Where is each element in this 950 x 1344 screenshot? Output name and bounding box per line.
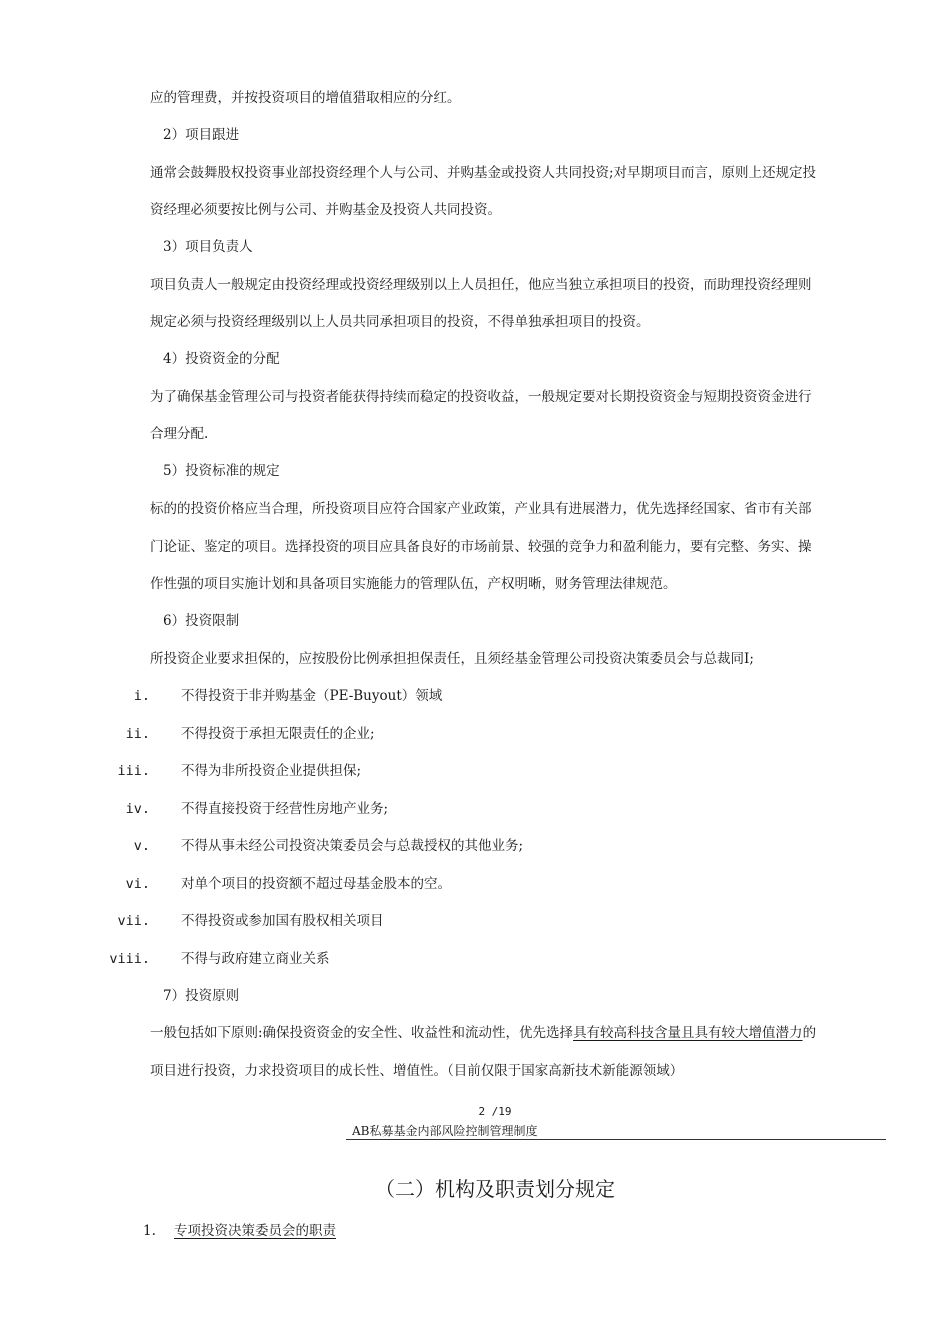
paragraph-line: 应的管理费，并按投资项目的增值猎取相应的分红。: [150, 90, 461, 106]
list-item-number: v.: [133, 838, 150, 854]
subheading-investment-principles: 7）投资原则: [163, 988, 240, 1004]
paragraph-line: 所投资企业要求担保的，应按股份比例承担担保责任，且须经基金管理公司投资决策委员会与总裁同I;: [150, 651, 754, 667]
list-item-text: 不得投资于承担无限责任的企业;: [181, 726, 375, 742]
paragraph-line: 为了确保基金管理公司与投资者能获得持续而稳定的投资收益，一般规定要对长期投资资金与短期投资资金进行: [150, 389, 812, 405]
list-item-text: 不得直接投资于经营性房地产业务;: [181, 801, 389, 817]
footer-title: AB私募基金内部风险控制管理制度: [352, 1124, 538, 1138]
list-item-text: 不得为非所投资企业提供担保;: [181, 763, 362, 779]
paragraph-line: 合理分配.: [150, 426, 209, 442]
subheading-fund-allocation: 4）投资资金的分配: [163, 351, 280, 367]
footer-divider: [346, 1139, 886, 1140]
paragraph-line: 项目进行投资，力求投资项目的成长性、增值性。（目前仅限于国家高新技术新能源领域）: [150, 1063, 684, 1079]
paragraph-line: 通常会鼓舞股权投资事业部投资经理个人与公司、并购基金或投资人共同投资;对早期项目而言，原则上还规定投: [150, 165, 817, 181]
list-item-number: ii.: [125, 726, 150, 742]
paragraph-line: 项目负责人一般规定由投资经理或投资经理级别以上人员担任，他应当独立承担项目的投资，而助理投资经理则: [150, 277, 812, 293]
list-item-text: 不得投资于非并购基金（PE-Buyout）领域: [181, 688, 443, 704]
underlined-phrase: 具有较高科技含量且具有较大增值潜力: [573, 1025, 803, 1041]
list-item-number: vii.: [117, 913, 150, 929]
list-item-number: viii.: [109, 951, 150, 967]
list-item-text: 不得与政府建立商业关系: [181, 951, 330, 967]
paragraph-text: 的: [802, 1025, 817, 1041]
paragraph-line: 资经理必须要按比例与公司、并购基金及投资人共同投资。: [150, 202, 501, 218]
paragraph-line: 规定必须与投资经理级别以上人员共同承担项目的投资，不得单独承担项目的投资。: [150, 314, 650, 330]
paragraph-line: 作性强的项目实施计划和具备项目实施能力的管理队伍，产权明晰，财务管理法律规范。: [150, 576, 677, 592]
paragraph-line: 标的的投资价格应当合理，所投资项目应符合国家产业政策，产业具有进展潜力，优先选择经国家、省市有关部: [150, 501, 812, 517]
subheading-project-follow-up: 2）项目跟进: [163, 127, 240, 143]
list-item-text: 对单个项目的投资额不超过母基金股本的空。: [181, 876, 451, 892]
page-number: 2 /19: [478, 1105, 512, 1118]
list-item-number: iii.: [117, 763, 150, 779]
list-item-number: i.: [133, 688, 150, 704]
subheading-investment-limits: 6）投资限制: [163, 613, 240, 629]
subheading-investment-standards: 5）投资标准的规定: [163, 463, 280, 479]
subheading-project-lead: 3）项目负责人: [163, 239, 253, 255]
list-item-number: iv.: [125, 801, 150, 817]
item-heading: 专项投资决策委员会的职责: [174, 1223, 336, 1239]
paragraph-line: [150, 1024, 816, 1042]
list-item-number: vi.: [125, 876, 150, 892]
paragraph-text: 一般包括如下原则:确保投资资金的安全性、收益性和流动性，优先选择: [150, 1025, 574, 1041]
section-title: （二）机构及职责划分规定: [375, 1177, 615, 1201]
list-item-text: 不得投资或参加国有股权相关项目: [181, 913, 384, 929]
paragraph-line: 门论证、鉴定的项目。选择投资的项目应具备良好的市场前景、较强的竞争力和盈利能力，要有完整、务实、操: [150, 539, 812, 555]
list-item-text: 不得从事未经公司投资决策委员会与总裁授权的其他业务;: [181, 838, 524, 854]
item-number: 1.: [143, 1223, 156, 1239]
